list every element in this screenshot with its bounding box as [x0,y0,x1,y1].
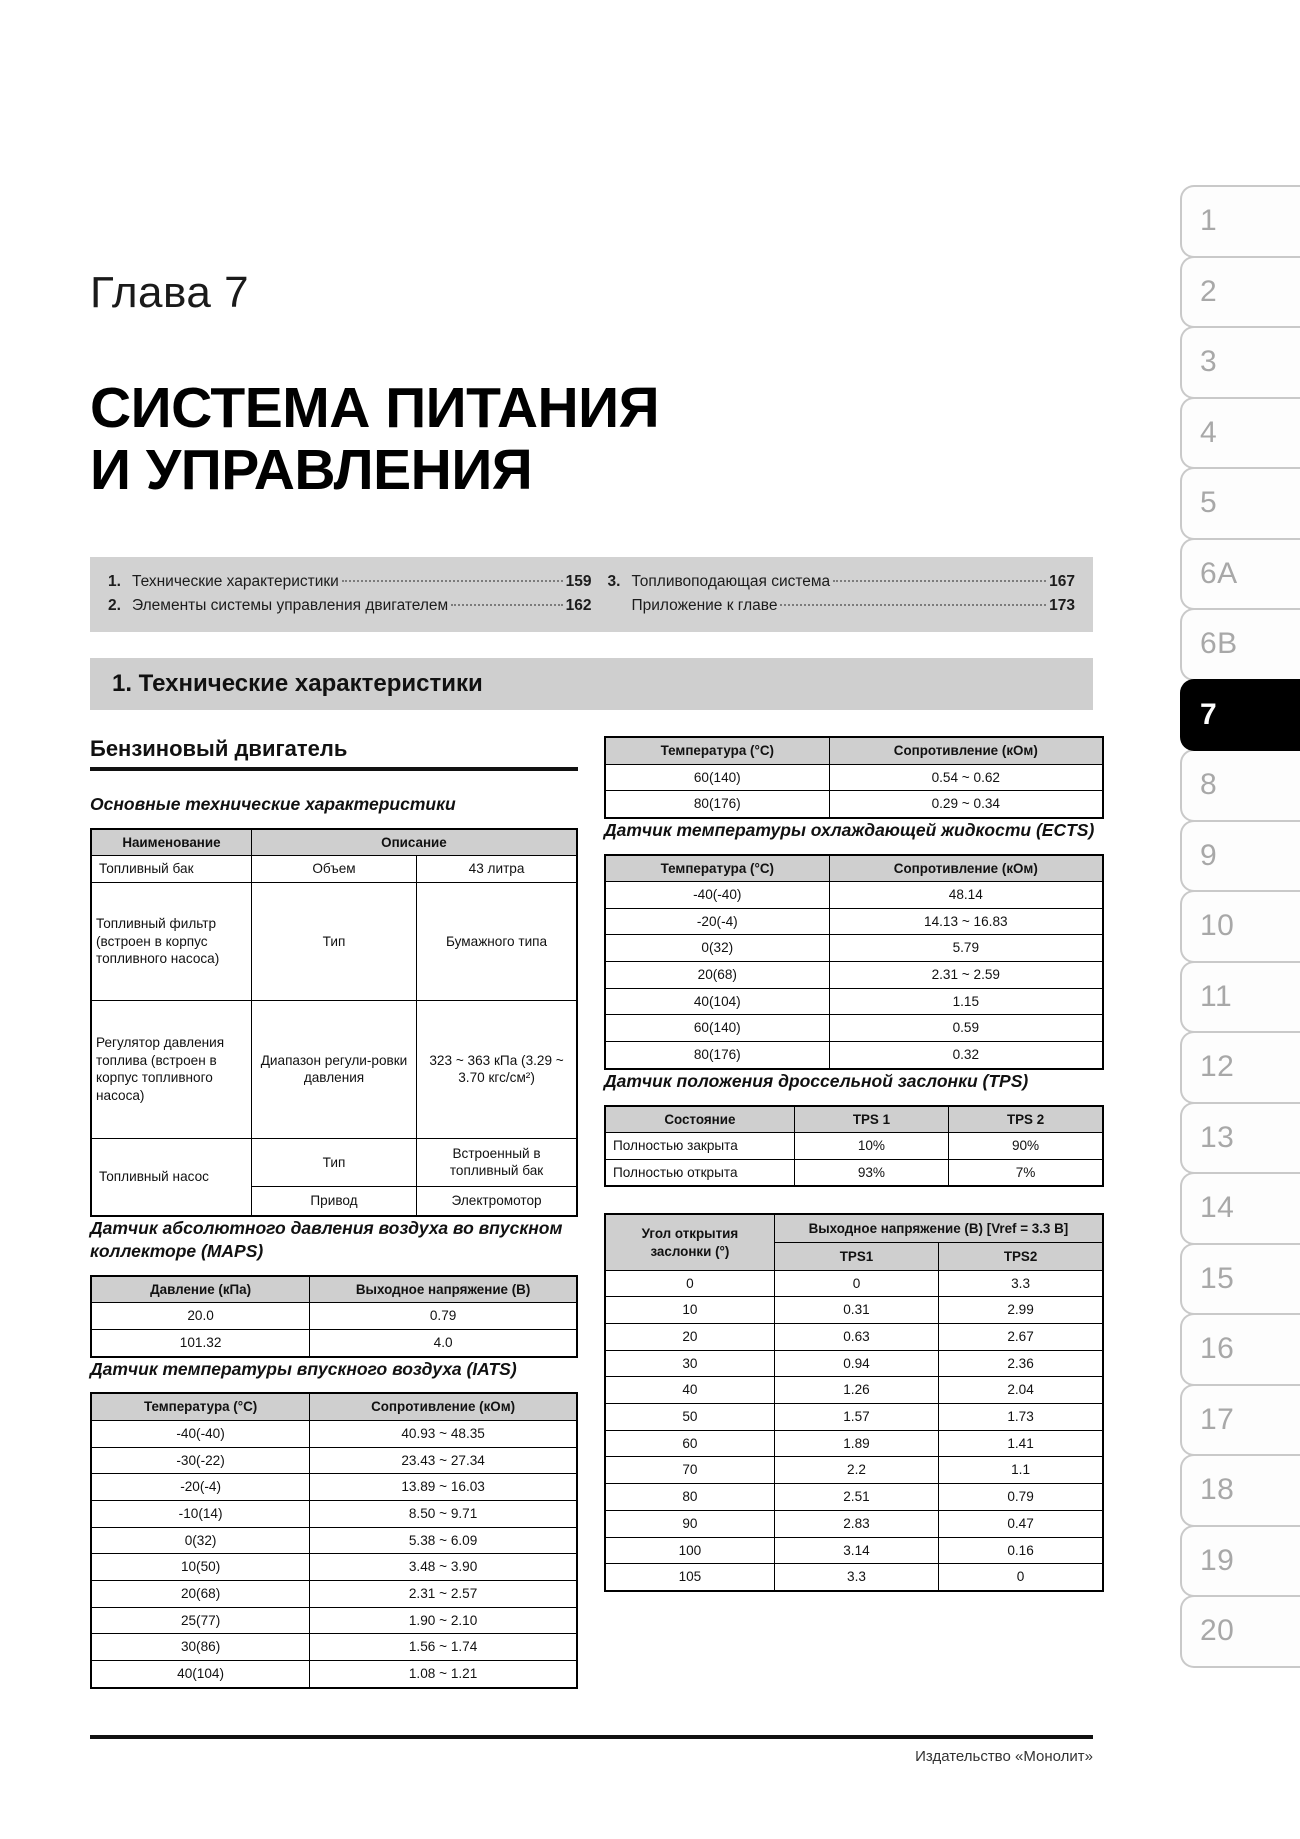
pressure-value: 20.0 [91,1303,310,1330]
table-header-row [605,737,1103,764]
chapter-tab-1[interactable]: 1 [1180,185,1300,258]
col-header-tps2: TPS2 [939,1243,1103,1271]
table-row [605,1015,1103,1042]
tps2-voltage: 2.04 [939,1377,1103,1404]
toc-entry-page: 159 [565,573,592,591]
col-header-tps1: TPS 1 [794,1106,948,1133]
table-row [91,1580,577,1607]
table-row [605,882,1103,909]
temperature-value: 0(32) [605,935,829,962]
resistance-value: 2.31 ~ 2.57 [310,1580,577,1607]
chapter-label: Глава 7 [90,268,250,317]
page-content [90,0,1180,1689]
chapter-tab-11[interactable]: 11 [1180,961,1300,1034]
col-header-pressure: Давление (кПа) [91,1276,310,1303]
chapter-tab-10[interactable]: 10 [1180,890,1300,963]
toc-entry-label: Технические характеристики [132,573,339,591]
tps2-voltage: 0.79 [939,1484,1103,1511]
main-specs-table [90,828,578,1218]
resistance-value: 2.31 ~ 2.59 [829,962,1103,989]
spec-name: Топливный насос [91,1138,251,1216]
angle-value: 50 [605,1404,774,1431]
temperature-value: 80(176) [605,1042,829,1069]
spec-value: 323 ~ 363 кПа (3.29 ~ 3.70 кгс/см²) [417,1000,577,1138]
spec-name: Регулятор давления топлива (встроен в корпус топливного насоса) [91,1000,251,1138]
toc-entry-label: Элементы системы управления двигателем [132,597,449,615]
temperature-value: 10(50) [91,1554,310,1581]
engine-heading-rule [90,767,578,771]
table-row [91,1474,577,1501]
toc-entry-number: 1. [108,573,121,591]
resistance-value: 0.54 ~ 0.62 [829,764,1103,791]
angle-value: 80 [605,1484,774,1511]
table-row [91,1000,577,1138]
spec-value: Бумажного типа [417,882,577,1000]
toc-entry-label: Приложение к главе [631,597,778,615]
tps1-value: 93% [794,1159,948,1186]
col-header-temperature: Температура (°C) [605,855,829,882]
chapter-tab-strip [1180,185,1300,1666]
table-row [91,856,577,883]
toc-entry-number: 2. [108,597,121,615]
tps2-voltage: 2.67 [939,1324,1103,1351]
angle-value: 100 [605,1537,774,1564]
tps-state-table [604,1105,1104,1188]
chapter-title-line-1: СИСТЕМА ПИТАНИЯ [90,376,660,440]
resistance-value: 0.32 [829,1042,1103,1069]
maps-heading: Датчик абсолютного давления воздуха во впускном коллекторе (MAPS) [90,1218,563,1262]
resistance-value: 1.15 [829,988,1103,1015]
angle-value: 60 [605,1430,774,1457]
table-row [605,1377,1103,1404]
chapter-tab-5[interactable]: 5 [1180,467,1300,540]
table-header-row [605,1106,1103,1133]
tps1-value: 10% [794,1132,948,1159]
temperature-value: -20(-4) [605,908,829,935]
temperature-value: 0(32) [91,1527,310,1554]
main-specs-heading: Основные технические характеристики [90,794,456,815]
chapter-tab-8[interactable]: 8 [1180,749,1300,822]
col-header-resistance: Сопротивление (кОм) [310,1393,577,1420]
maps-table [90,1275,578,1358]
tps2-value: 90% [949,1132,1103,1159]
chapter-tab-6b[interactable]: 6B [1180,608,1300,681]
tps1-voltage: 0.63 [774,1324,938,1351]
column-left [90,736,578,1689]
table-row [605,1350,1103,1377]
col-header-tps1: TPS1 [774,1243,938,1271]
toc-leader-dots [833,580,1046,582]
ects-table [604,854,1104,1070]
temperature-value: -30(-22) [91,1447,310,1474]
tps2-value: 7% [949,1159,1103,1186]
table-row [605,1324,1103,1351]
tps-voltage-table [604,1213,1104,1592]
spec-param: Привод [251,1186,416,1216]
temperature-value: -40(-40) [605,882,829,909]
angle-value: 105 [605,1564,774,1591]
tps2-voltage: 1.1 [939,1457,1103,1484]
section-heading-bar: 1. Технические характеристики [90,658,1093,710]
resistance-value: 5.38 ~ 6.09 [310,1527,577,1554]
spec-param: Объем [251,856,416,883]
toc-entry[interactable] [108,570,592,594]
table-header-row [605,1214,1103,1242]
table-row [605,1159,1103,1186]
temperature-value: 25(77) [91,1607,310,1634]
col-header-temperature: Температура (°C) [605,737,829,764]
col-header-name: Наименование [91,829,251,856]
pressure-value: 101.32 [91,1330,310,1357]
table-row [605,1042,1103,1069]
temperature-value: 40(104) [91,1660,310,1687]
temperature-value: 80(176) [605,791,829,818]
temperature-value: 20(68) [605,962,829,989]
resistance-value: 13.89 ~ 16.03 [310,1474,577,1501]
toc-entry-page: 167 [1049,573,1075,591]
toc-entry-page: 162 [565,597,592,615]
spec-value: Встроенный в топливный бак [417,1138,577,1186]
tps1-voltage: 2.2 [774,1457,938,1484]
angle-value: 0 [605,1270,774,1297]
toc-entry[interactable] [108,594,592,618]
col-header-description: Описание [251,829,577,856]
col-header-voltage: Выходное напряжение (В) [310,1276,577,1303]
col-header-tps2: TPS 2 [949,1106,1103,1133]
chapter-tab-16[interactable]: 16 [1180,1313,1300,1386]
table-row [605,764,1103,791]
column-right [604,736,1104,1689]
table-row [605,1132,1103,1159]
chapter-tab-2[interactable]: 2 [1180,256,1300,329]
page-title [90,378,870,501]
resistance-value: 8.50 ~ 9.71 [310,1500,577,1527]
spec-name: Топливный фильтр (встроен в корпус топливного насоса) [91,882,251,1000]
spec-param: Диапазон регули-ровки давления [251,1000,416,1138]
tps-heading: Датчик положения дроссельной заслонки (TPS) [604,1070,1029,1091]
table-row [605,1457,1103,1484]
tps2-voltage: 2.36 [939,1350,1103,1377]
table-row [91,1607,577,1634]
resistance-value: 48.14 [829,882,1103,909]
table-row [91,882,577,1000]
resistance-value: 0.29 ~ 0.34 [829,791,1103,818]
table-row [91,1554,577,1581]
table-row [91,1303,577,1330]
table-header-row [605,855,1103,882]
iats-heading: Датчик температуры впускного воздуха (IATS) [90,1358,517,1379]
two-column-body [90,736,1180,1689]
resistance-value: 1.56 ~ 1.74 [310,1634,577,1661]
tps2-voltage: 0 [939,1564,1103,1591]
temperature-value: 60(140) [605,1015,829,1042]
tps2-voltage: 1.73 [939,1404,1103,1431]
chapter-tab-17[interactable]: 17 [1180,1384,1300,1457]
tps1-voltage: 3.3 [774,1564,938,1591]
voltage-value: 4.0 [310,1330,577,1357]
toc-entry[interactable] [608,594,1076,618]
table-row [91,1500,577,1527]
table-row [605,1564,1103,1591]
toc-entry-label: Топливоподающая система [631,573,831,591]
toc-leader-dots [451,604,562,606]
toc-column-left [108,570,592,618]
toc-leader-dots [342,580,563,582]
angle-value: 20 [605,1324,774,1351]
chapter-tab-4[interactable]: 4 [1180,397,1300,470]
chapter-tab-13[interactable]: 13 [1180,1102,1300,1175]
angle-value: 40 [605,1377,774,1404]
spec-param: Тип [251,1138,416,1186]
table-of-contents [90,557,1093,632]
page-footer [90,1735,1093,1765]
table-row [605,962,1103,989]
temperature-value: 20(68) [91,1580,310,1607]
resistance-value: 0.59 [829,1015,1103,1042]
engine-heading: Бензиновый двигатель [90,736,348,762]
chapter-tab-20[interactable]: 20 [1180,1595,1300,1668]
resistance-value: 23.43 ~ 27.34 [310,1447,577,1474]
table-row [91,1330,577,1357]
resistance-value: 40.93 ~ 48.35 [310,1420,577,1447]
toc-entry[interactable] [608,570,1076,594]
chapter-tab-18[interactable]: 18 [1180,1454,1300,1527]
resistance-value: 14.13 ~ 16.83 [829,908,1103,935]
table-row [605,1404,1103,1431]
temperature-value: 30(86) [91,1634,310,1661]
iats-table [90,1392,578,1688]
tps1-voltage: 1.26 [774,1377,938,1404]
chapter-tab-6a[interactable]: 6A [1180,538,1300,611]
tps2-voltage: 0.47 [939,1510,1103,1537]
table-header-row [91,1393,577,1420]
col-header-resistance: Сопротивление (кОм) [829,737,1103,764]
resistance-value: 3.48 ~ 3.90 [310,1554,577,1581]
tps1-voltage: 3.14 [774,1537,938,1564]
spec-name: Топливный бак [91,856,251,883]
temperature-value: -20(-4) [91,1474,310,1501]
chapter-title-line-2: И УПРАВЛЕНИЯ [90,437,533,502]
table-row [91,1138,577,1186]
table-header-row [91,1276,577,1303]
col-header-state: Состояние [605,1106,794,1133]
chapter-tab-9[interactable]: 9 [1180,820,1300,893]
tps1-voltage: 2.51 [774,1484,938,1511]
tps1-voltage: 1.89 [774,1430,938,1457]
angle-value: 90 [605,1510,774,1537]
table-row [91,1447,577,1474]
table-row [605,935,1103,962]
chapter-tab-12[interactable]: 12 [1180,1031,1300,1104]
col-header-output-voltage: Выходное напряжение (В) [Vref = 3.3 В] [774,1214,1103,1242]
resistance-value: 1.08 ~ 1.21 [310,1660,577,1687]
tps2-voltage: 0.16 [939,1537,1103,1564]
spec-param: Тип [251,882,416,1000]
publisher-label: Издательство «Монолит» [915,1748,1093,1765]
table-row [605,791,1103,818]
temperature-value: 60(140) [605,764,829,791]
tps-state-label: Полностью открыта [605,1159,794,1186]
col-header-throttle-angle: Угол открытия заслонки (°) [605,1214,774,1270]
table-row [91,1527,577,1554]
iats-continued-table [604,736,1104,819]
temperature-value: -10(14) [91,1500,310,1527]
table-row [91,1634,577,1661]
table-row [605,1270,1103,1297]
chapter-tab-14[interactable]: 14 [1180,1172,1300,1245]
tps2-voltage: 3.3 [939,1270,1103,1297]
tps2-voltage: 2.99 [939,1297,1103,1324]
resistance-value: 1.90 ~ 2.10 [310,1607,577,1634]
tps1-voltage: 2.83 [774,1510,938,1537]
resistance-value: 5.79 [829,935,1103,962]
temperature-value: -40(-40) [91,1420,310,1447]
spec-value: Электромотор [417,1186,577,1216]
tps1-voltage: 0.94 [774,1350,938,1377]
tps-state-label: Полностью закрыта [605,1132,794,1159]
table-row [605,1537,1103,1564]
ects-heading: Датчик температуры охлаждающей жидкости (ECTS) [604,819,1095,840]
table-row [605,1510,1103,1537]
voltage-value: 0.79 [310,1303,577,1330]
toc-leader-dots [780,604,1046,606]
tps1-voltage: 0.31 [774,1297,938,1324]
tps1-voltage: 1.57 [774,1404,938,1431]
table-row [91,1660,577,1687]
chapter-tab-3[interactable]: 3 [1180,326,1300,399]
chapter-tab-7[interactable]: 7 [1180,679,1300,752]
angle-value: 10 [605,1297,774,1324]
table-row [605,988,1103,1015]
table-row [605,908,1103,935]
toc-entry-number: 3. [607,573,621,591]
toc-entry-page: 173 [1049,597,1075,615]
chapter-tab-15[interactable]: 15 [1180,1243,1300,1316]
tps1-voltage: 0 [774,1270,938,1297]
angle-value: 70 [605,1457,774,1484]
chapter-tab-19[interactable]: 19 [1180,1525,1300,1598]
table-row [605,1430,1103,1457]
footer-rule [90,1735,1093,1739]
table-row [91,1420,577,1447]
temperature-value: 40(104) [605,988,829,1015]
table-row [605,1484,1103,1511]
angle-value: 30 [605,1350,774,1377]
table-row [605,1297,1103,1324]
table-header-row [91,829,577,856]
col-header-temperature: Температура (°C) [91,1393,310,1420]
col-header-resistance: Сопротивление (кОм) [829,855,1103,882]
tps2-voltage: 1.41 [939,1430,1103,1457]
toc-column-right [592,570,1076,618]
spec-value: 43 литра [417,856,577,883]
